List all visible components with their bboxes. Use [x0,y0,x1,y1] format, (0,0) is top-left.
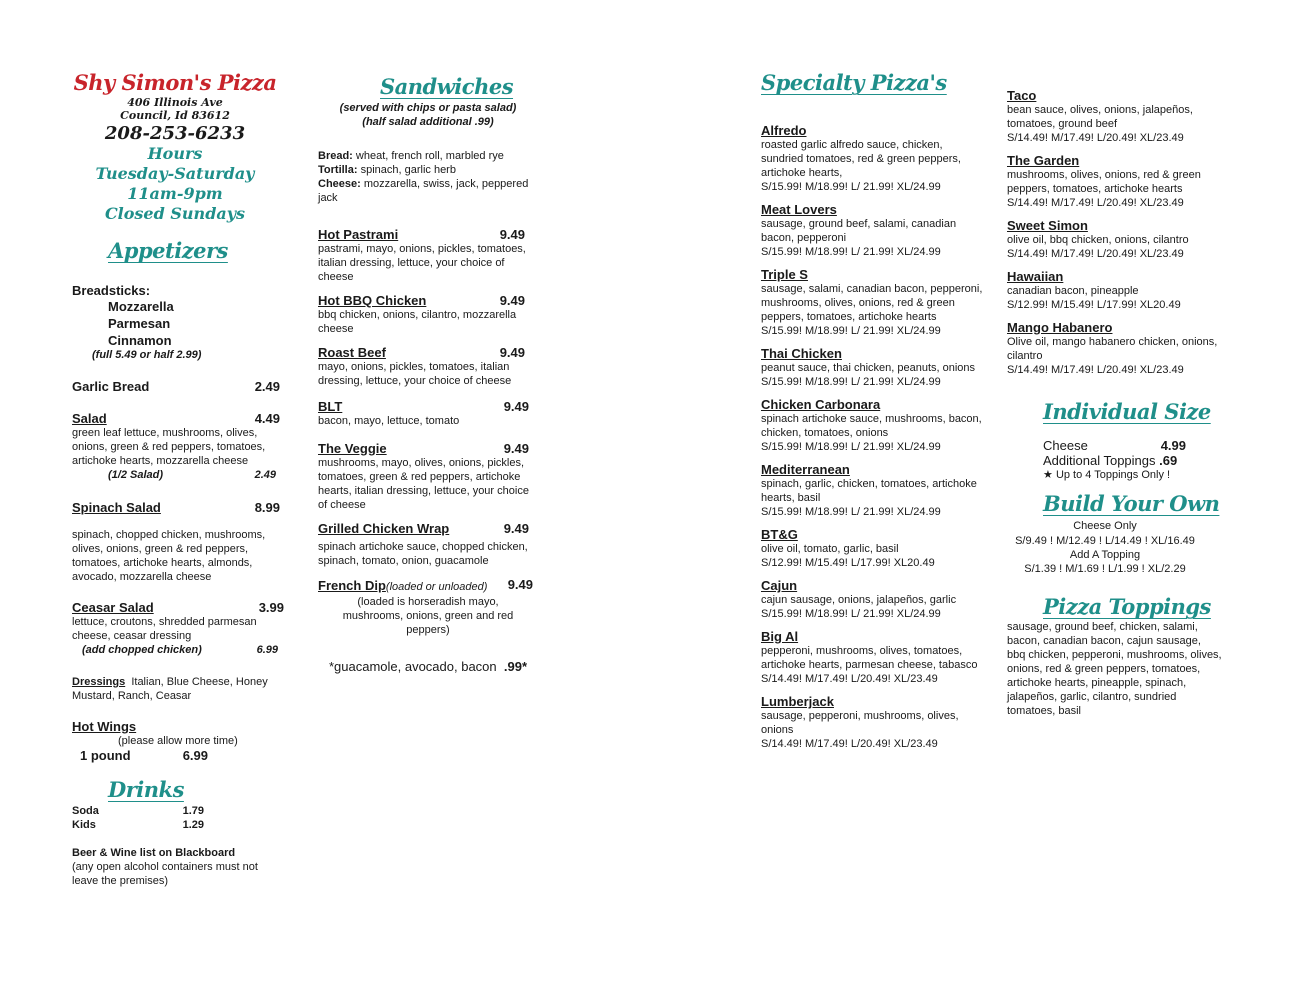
sandwich-the-veggie [318,441,538,512]
french-dip-note: (loaded or unloaded) [385,581,488,593]
drink-soda-name: Soda [72,805,99,817]
garlic-bread-row [72,379,284,394]
cheese-line: Cheese: mozzarella, swiss, jack, peppered jack [318,178,529,204]
beer-wine-note: (any open alcohol containers must not leave the premises) [72,861,258,887]
build-cheese-prices: S/9.49 ! M/12.49 ! L/14.49 ! XL/16.49 [1015,535,1195,547]
garlic-bread-price: 2.49 [254,379,280,394]
specialty-item: Triple S sausage, salami, canadian bacon, pepperoni, mushrooms, olives, onions, red & green peppers, tomatoes, artichoke hearts S/15.99! M/18.99! L/ 21.99! XL/24.99 [761,267,983,337]
hot-wings-name: Hot Wings [72,719,137,734]
ceasar-salad-price: 3.99 [258,600,284,615]
appetizers-title: Appetizers [108,238,228,263]
beer-wine-label: Beer & Wine list on Blackboard [72,847,236,859]
sandwich-name: BLT [318,399,343,414]
sandwich-blt [318,399,538,428]
hot-wings-note: (please allow more time) [118,735,238,747]
dressings-label: Dressings [72,676,126,688]
hours-time: 11am-9pm [127,184,223,203]
restaurant-header [60,70,290,224]
specialty-item: Mango Habanero Olive oil, mango habanero chicken, onions, cilantro S/14.49! M/17.49! L/20.49! XL/23.49 [1007,320,1218,376]
hot-wings-row [80,748,208,763]
sandwich-price: 9.49 [499,293,525,308]
sandwich-price: 9.49 [499,227,525,242]
build-title: Build Your Own [1043,491,1220,516]
sandwich-hot-bbq-chicken [318,293,538,336]
dressings-list: Italian, Blue Cheese, Honey Mustard, Ranch, Ceasar [72,676,268,702]
specialty-item: Chicken Carbonara spinach artichoke sauce, mushrooms, bacon, chicken, tomatoes, onions S/15.99! M/18.99! L/ 21.99! XL/24.99 [761,397,982,453]
garlic-bread-name: Garlic Bread [72,379,150,394]
ceasar-salad-name: Ceasar Salad [72,600,154,615]
french-dip-name: French Dip [318,578,386,593]
sandwich-name: The Veggie [318,441,387,456]
specialty-item: BT&G olive oil, tomato, garlic, basil S/12.99! M/15.49! L/17.99! XL20.49 [761,527,935,569]
french-dip-price: 9.49 [507,577,533,592]
sandwich-desc: bacon, mayo, lettuce, tomato [318,415,460,427]
hot-wings-price: 6.99 [182,748,208,763]
salad-row [72,411,284,426]
hours-days: Tuesday-Saturday [95,164,255,183]
specialty-title: Specialty Pizza's [761,70,947,95]
breadstick-mozzarella: Mozzarella [108,299,174,314]
breadstick-parmesan: Parmesan [108,316,171,331]
address-line-1: 406 Illinois Ave [127,96,223,109]
half-salad-price: 2.49 [254,469,276,481]
drink-kids-price: 1.29 [182,819,204,831]
sandwiches-note-1: (served with chips or pasta salad) [339,102,517,114]
sandwiches-note-2: (half salad additional .99) [362,116,494,128]
toppings-list: sausage, ground beef, chicken, salami, bacon, canadian bacon, cajun sausage, bbq chicken, pepperoni, mushrooms, olives, onions, red & green peppers, tomatoes, artichoke hearts, pineapple, spinach, jalapeños, garlic, cilantro, sundried tomatoes, basil [1007,621,1222,717]
specialty-item: Cajun cajun sausage, onions, jalapeños, garlic S/15.99! M/18.99! L/ 21.99! XL/24.99 [761,578,957,620]
salad-name: Salad [72,411,107,426]
sandwich-desc: bbq chicken, onions, cilantro, mozzarella cheese [318,309,517,335]
specialty-item: Hawaiian canadian bacon, pineapple S/12.99! M/15.49! L/17.99! XL20.49 [1007,269,1181,311]
specialty-item: Alfredo roasted garlic alfredo sauce, chicken, sundried tomatoes, red & green peppers, artichoke hearts, S/15.99! M/18.99! L/ 21.99! XL/24.99 [761,123,961,193]
sandwich-price: 9.49 [499,345,525,360]
sandwich-grilled-chicken-wrap [318,521,538,568]
specialty-item: Lumberjack sausage, pepperoni, mushrooms, olives, onions S/14.49! M/17.49! L/20.49! XL/23.49 [761,694,959,750]
bread-line: Bread: wheat, french roll, marbled rye [318,150,504,162]
column-sandwiches [318,74,538,674]
half-salad-row [108,468,276,482]
specialty-item: Sweet Simon olive oil, bbq chicken, onions, cilantro S/14.49! M/17.49! L/20.49! XL/23.49 [1007,218,1189,260]
add-chicken-label: (add chopped chicken) [82,644,202,656]
column-left [72,70,284,888]
sandwich-name: Hot BBQ Chicken [318,293,427,308]
sandwich-desc: mayo, onions, pickles, tomatoes, italian dressing, lettuce, your choice of cheese [318,361,512,387]
build-add-topping: Add A Topping [1069,549,1141,561]
salad-price: 4.49 [254,411,280,426]
add-chicken-price: 6.99 [256,644,278,656]
specialty-item: Taco bean sauce, olives, onions, jalapeños, tomatoes, ground beef S/14.49! M/17.49! L/20.49! XL/23.49 [1007,88,1193,144]
sandwiches-title: Sandwiches [380,74,514,99]
toppings-title: Pizza Toppings [1043,594,1211,619]
build-topping-prices: S/1.39 ! M/1.69 ! L/1.99 ! XL/2.29 [1024,563,1186,575]
sandwich-price: 9.49 [503,399,529,414]
specialty-item: Big Al pepperoni, mushrooms, olives, tomatoes, artichoke hearts, parmesan cheese, tabasco S/14.49! M/17.49! L/20.49! XL/23.49 [761,629,978,685]
specialty-item: Thai Chicken peanut sauce, thai chicken, peanuts, onions S/15.99! M/18.99! L/ 21.99! XL/24.99 [761,346,976,388]
build-cheese-only: Cheese Only [1073,520,1137,532]
specialty-list [761,123,986,751]
drink-soda-price: 1.79 [182,805,204,817]
drinks-title: Drinks [108,777,184,802]
closed-note: Closed Sundays [104,204,246,223]
star-icon: ★ [1043,469,1053,481]
drink-soda-row [72,804,204,818]
drink-kids-row [72,818,204,832]
specialty-item: Meat Lovers sausage, ground beef, salami, canadian bacon, pepperoni S/15.99! M/18.99! L/ 21.99! XL/24.99 [761,202,957,258]
ceasar-salad-row [72,600,284,615]
sandwich-name: Hot Pastrami [318,227,399,242]
individual-title: Individual Size [1043,399,1211,424]
hot-wings-qty: 1 pound [80,748,131,763]
salad-desc: green leaf lettuce, mushrooms, olives, onions, green & red peppers, tomatoes, artichoke hearts, mozzarella cheese [72,427,266,467]
column-right [1007,88,1222,718]
hours-title: Hours [147,144,203,163]
specialty-list-2 [1007,88,1222,377]
sandwich-name: Grilled Chicken Wrap [318,521,450,536]
french-dip-desc: (loaded is horseradish mayo, mushrooms, onions, green and red peppers) [342,596,514,636]
sandwich-price: 9.49 [503,521,529,536]
dressings-line [72,675,284,703]
sandwich-desc: spinach artichoke sauce, chopped chicken, spinach, tomato, onion, guacamole [318,541,528,567]
sandwich-desc: mushrooms, mayo, olives, onions, pickles, tomatoes, green & red peppers, artichoke hearts, italian dressing, lettuce, your choice of cheese [318,457,529,511]
drink-kids-name: Kids [72,819,96,831]
half-salad-label: (1/2 Salad) [108,469,164,481]
sandwich-roast-beef [318,345,538,388]
restaurant-name: Shy Simon's Pizza [73,70,277,95]
spinach-salad-name: Spinach Salad [72,500,161,515]
address-line-2: Council, Id 83612 [120,109,230,122]
individual-note: ★ Up to 4 Toppings Only ! [1043,469,1171,481]
breadsticks-price: (full 5.49 or half 2.99) [92,349,202,361]
tortilla-line: Tortilla: spinach, garlic herb [318,164,456,176]
sandwich-hot-pastrami [318,227,538,284]
sandwich-price: 9.49 [503,441,529,456]
individual-toppings-row: Additional Toppings .69 [1043,453,1178,468]
column-specialty [761,70,986,759]
sandwich-extras: *guacamole, avocado, bacon .99* [328,659,528,674]
breadsticks-label: Breadsticks: [72,283,151,298]
sandwich-name: Roast Beef [318,345,386,360]
ceasar-salad-desc: lettuce, croutons, shredded parmesan cheese, ceasar dressing [72,616,257,642]
sandwich-french-dip [318,577,538,637]
phone-number: 208-253-6233 [104,123,246,144]
spinach-salad-row [72,500,284,515]
add-chicken-row [82,643,278,657]
spinach-salad-desc: spinach, chopped chicken, mushrooms, olives, onions, green & red peppers, tomatoes, artichoke hearts, almonds, avocado, mozzarella cheese [72,529,266,583]
specialty-item: Mediterranean spinach, garlic, chicken, tomatoes, artichoke hearts, basil S/15.99! M/18.99! L/ 21.99! XL/24.99 [761,462,977,518]
breadstick-cinnamon: Cinnamon [108,333,172,348]
spinach-salad-price: 8.99 [254,500,280,515]
individual-cheese-row: Cheese 4.99 [1043,438,1186,453]
specialty-item: The Garden mushrooms, olives, onions, red & green peppers, tomatoes, artichoke hearts S/14.49! M/17.49! L/20.49! XL/23.49 [1007,153,1201,209]
sandwich-desc: pastrami, mayo, onions, pickles, tomatoes, italian dressing, lettuce, your choice of cheese [318,243,526,283]
